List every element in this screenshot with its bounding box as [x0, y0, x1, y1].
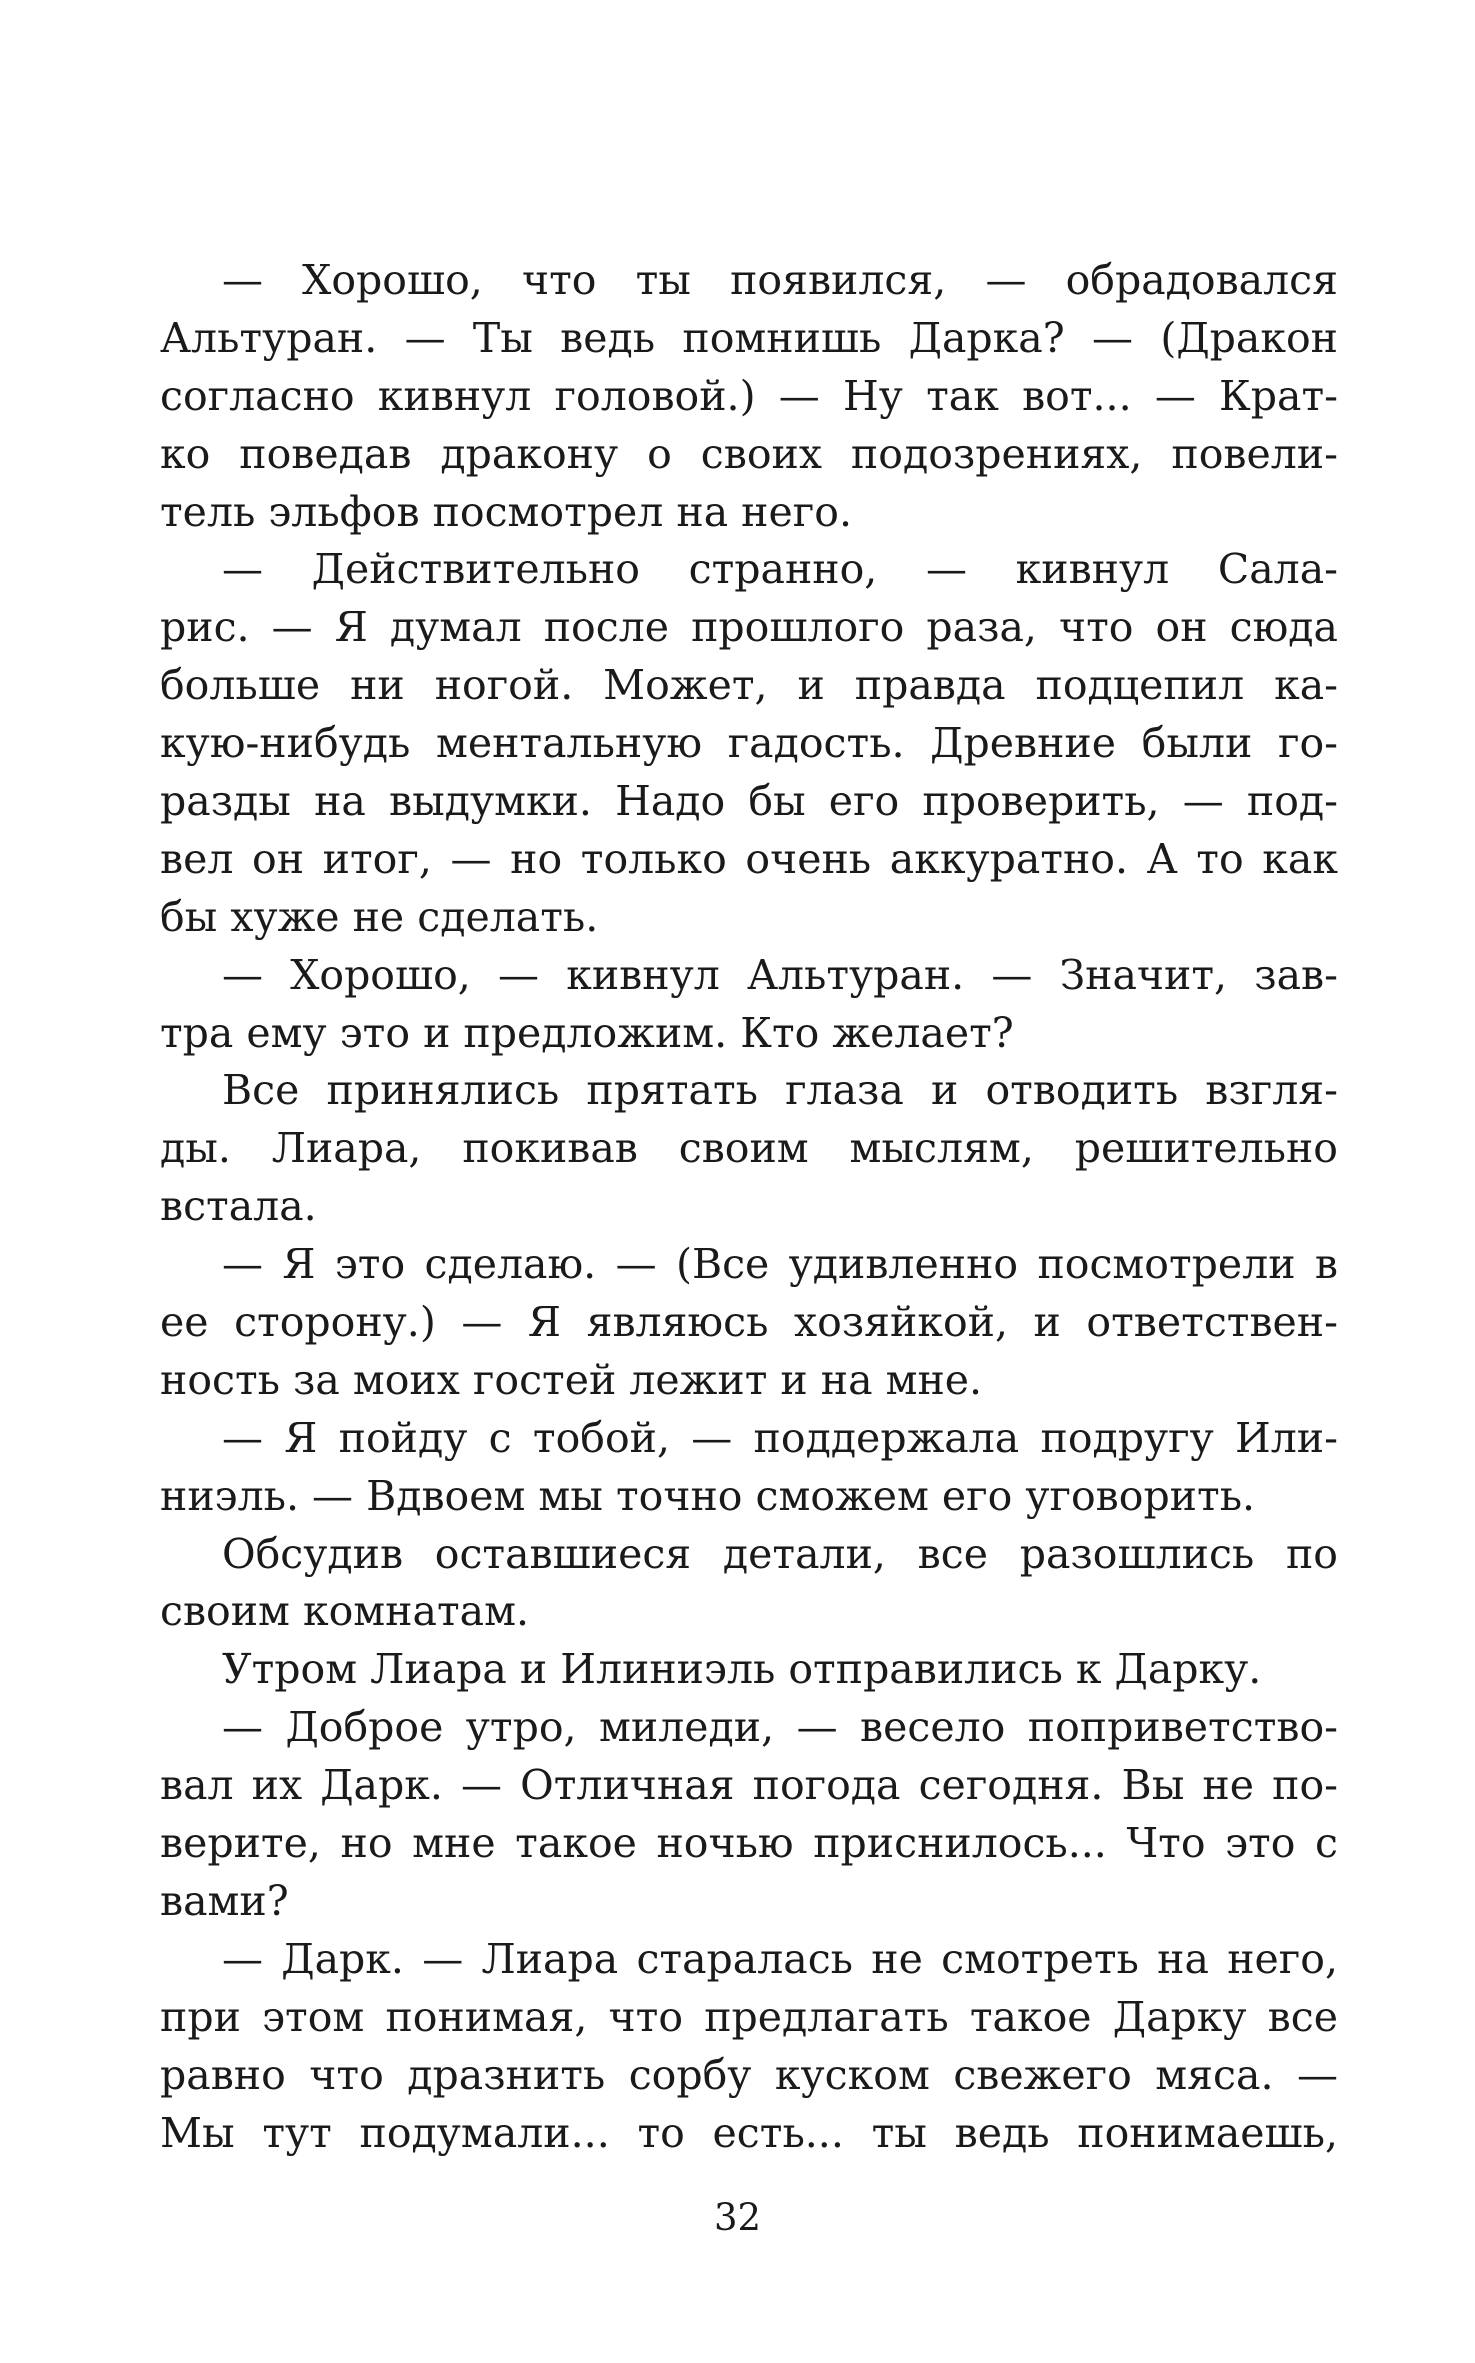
text-line: рис. — Я думал после прошлого раза, что он сюда [160, 603, 1338, 652]
text-line: разды на выдумки. Надо бы его проверить, — под- [160, 777, 1338, 826]
text-line: — Я пойду с тобой, — поддержала подругу Или- [222, 1413, 1338, 1462]
text-line: ко поведав дракону о своих подозрениях, повели- [160, 429, 1338, 478]
text-line: Утром Лиара и Илиниэль отправились к Дарку. [222, 1645, 1262, 1694]
text-line: тра ему это и предложим. Кто желает? [160, 1008, 1014, 1057]
text-line: ды. Лиара, покивав своим мыслям, решительно [160, 1124, 1338, 1173]
text-line: — Доброе утро, миледи, — весело поприветство- [222, 1703, 1338, 1752]
text-line: своим комнатам. [160, 1587, 529, 1636]
text-line: Альтуран. — Ты ведь помнишь Дарка? — (Дракон [160, 313, 1338, 362]
text-line: Мы тут подумали... то есть... ты ведь понимаешь, [160, 2108, 1338, 2157]
text-line: при этом понимая, что предлагать такое Дарку все [160, 1992, 1338, 2041]
page-number: 32 [713, 2196, 762, 2239]
text-line: Обсудив оставшиеся детали, все разошлись по [222, 1529, 1338, 1578]
text-line: больше ни ногой. Может, и правда подцепил ка- [160, 661, 1338, 710]
text-line: кую-нибудь ментальную гадость. Древние были го- [160, 719, 1338, 768]
text-line: ее сторону.) — Я являюсь хозяйкой, и ответствен- [160, 1298, 1338, 1347]
text-line: равно что дразнить сорбу куском свежего мяса. — [160, 2050, 1338, 2099]
text-line: вал их Дарк. — Отличная погода сегодня. Вы не по- [160, 1761, 1338, 1810]
body-text [160, 252, 1338, 2162]
text-line: — Хорошо, что ты появился, — обрадовался [222, 256, 1338, 304]
text-line: — Действительно странно, — кивнул Сала- [222, 545, 1338, 594]
text-line: бы хуже не сделать. [160, 892, 599, 941]
text-line: согласно кивнул головой.) — Ну так вот... — Крат- [160, 371, 1338, 420]
text-line: ность за моих гостей лежит и на мне. [160, 1355, 983, 1404]
text-line: — Хорошо, — кивнул Альтуран. — Значит, зав- [222, 950, 1338, 999]
text-line: Все принялись прятать глаза и отводить взгля- [222, 1066, 1338, 1115]
text-line: верите, но мне такое ночью приснилось... Что это с [160, 1819, 1338, 1868]
text-line: — Дарк. — Лиара старалась не смотреть на него, [222, 1934, 1338, 1983]
text-line: ниэль. — Вдвоем мы точно сможем его уговорить. [160, 1471, 1256, 1520]
text-line: вами? [160, 1876, 289, 1925]
text-line: вел он итог, — но только очень аккуратно. А то как [160, 834, 1338, 883]
text-line: — Я это сделаю. — (Все удивленно посмотрели в [222, 1240, 1338, 1289]
text-line: тель эльфов посмотрел на него. [160, 487, 852, 536]
text-line: встала. [160, 1182, 317, 1231]
